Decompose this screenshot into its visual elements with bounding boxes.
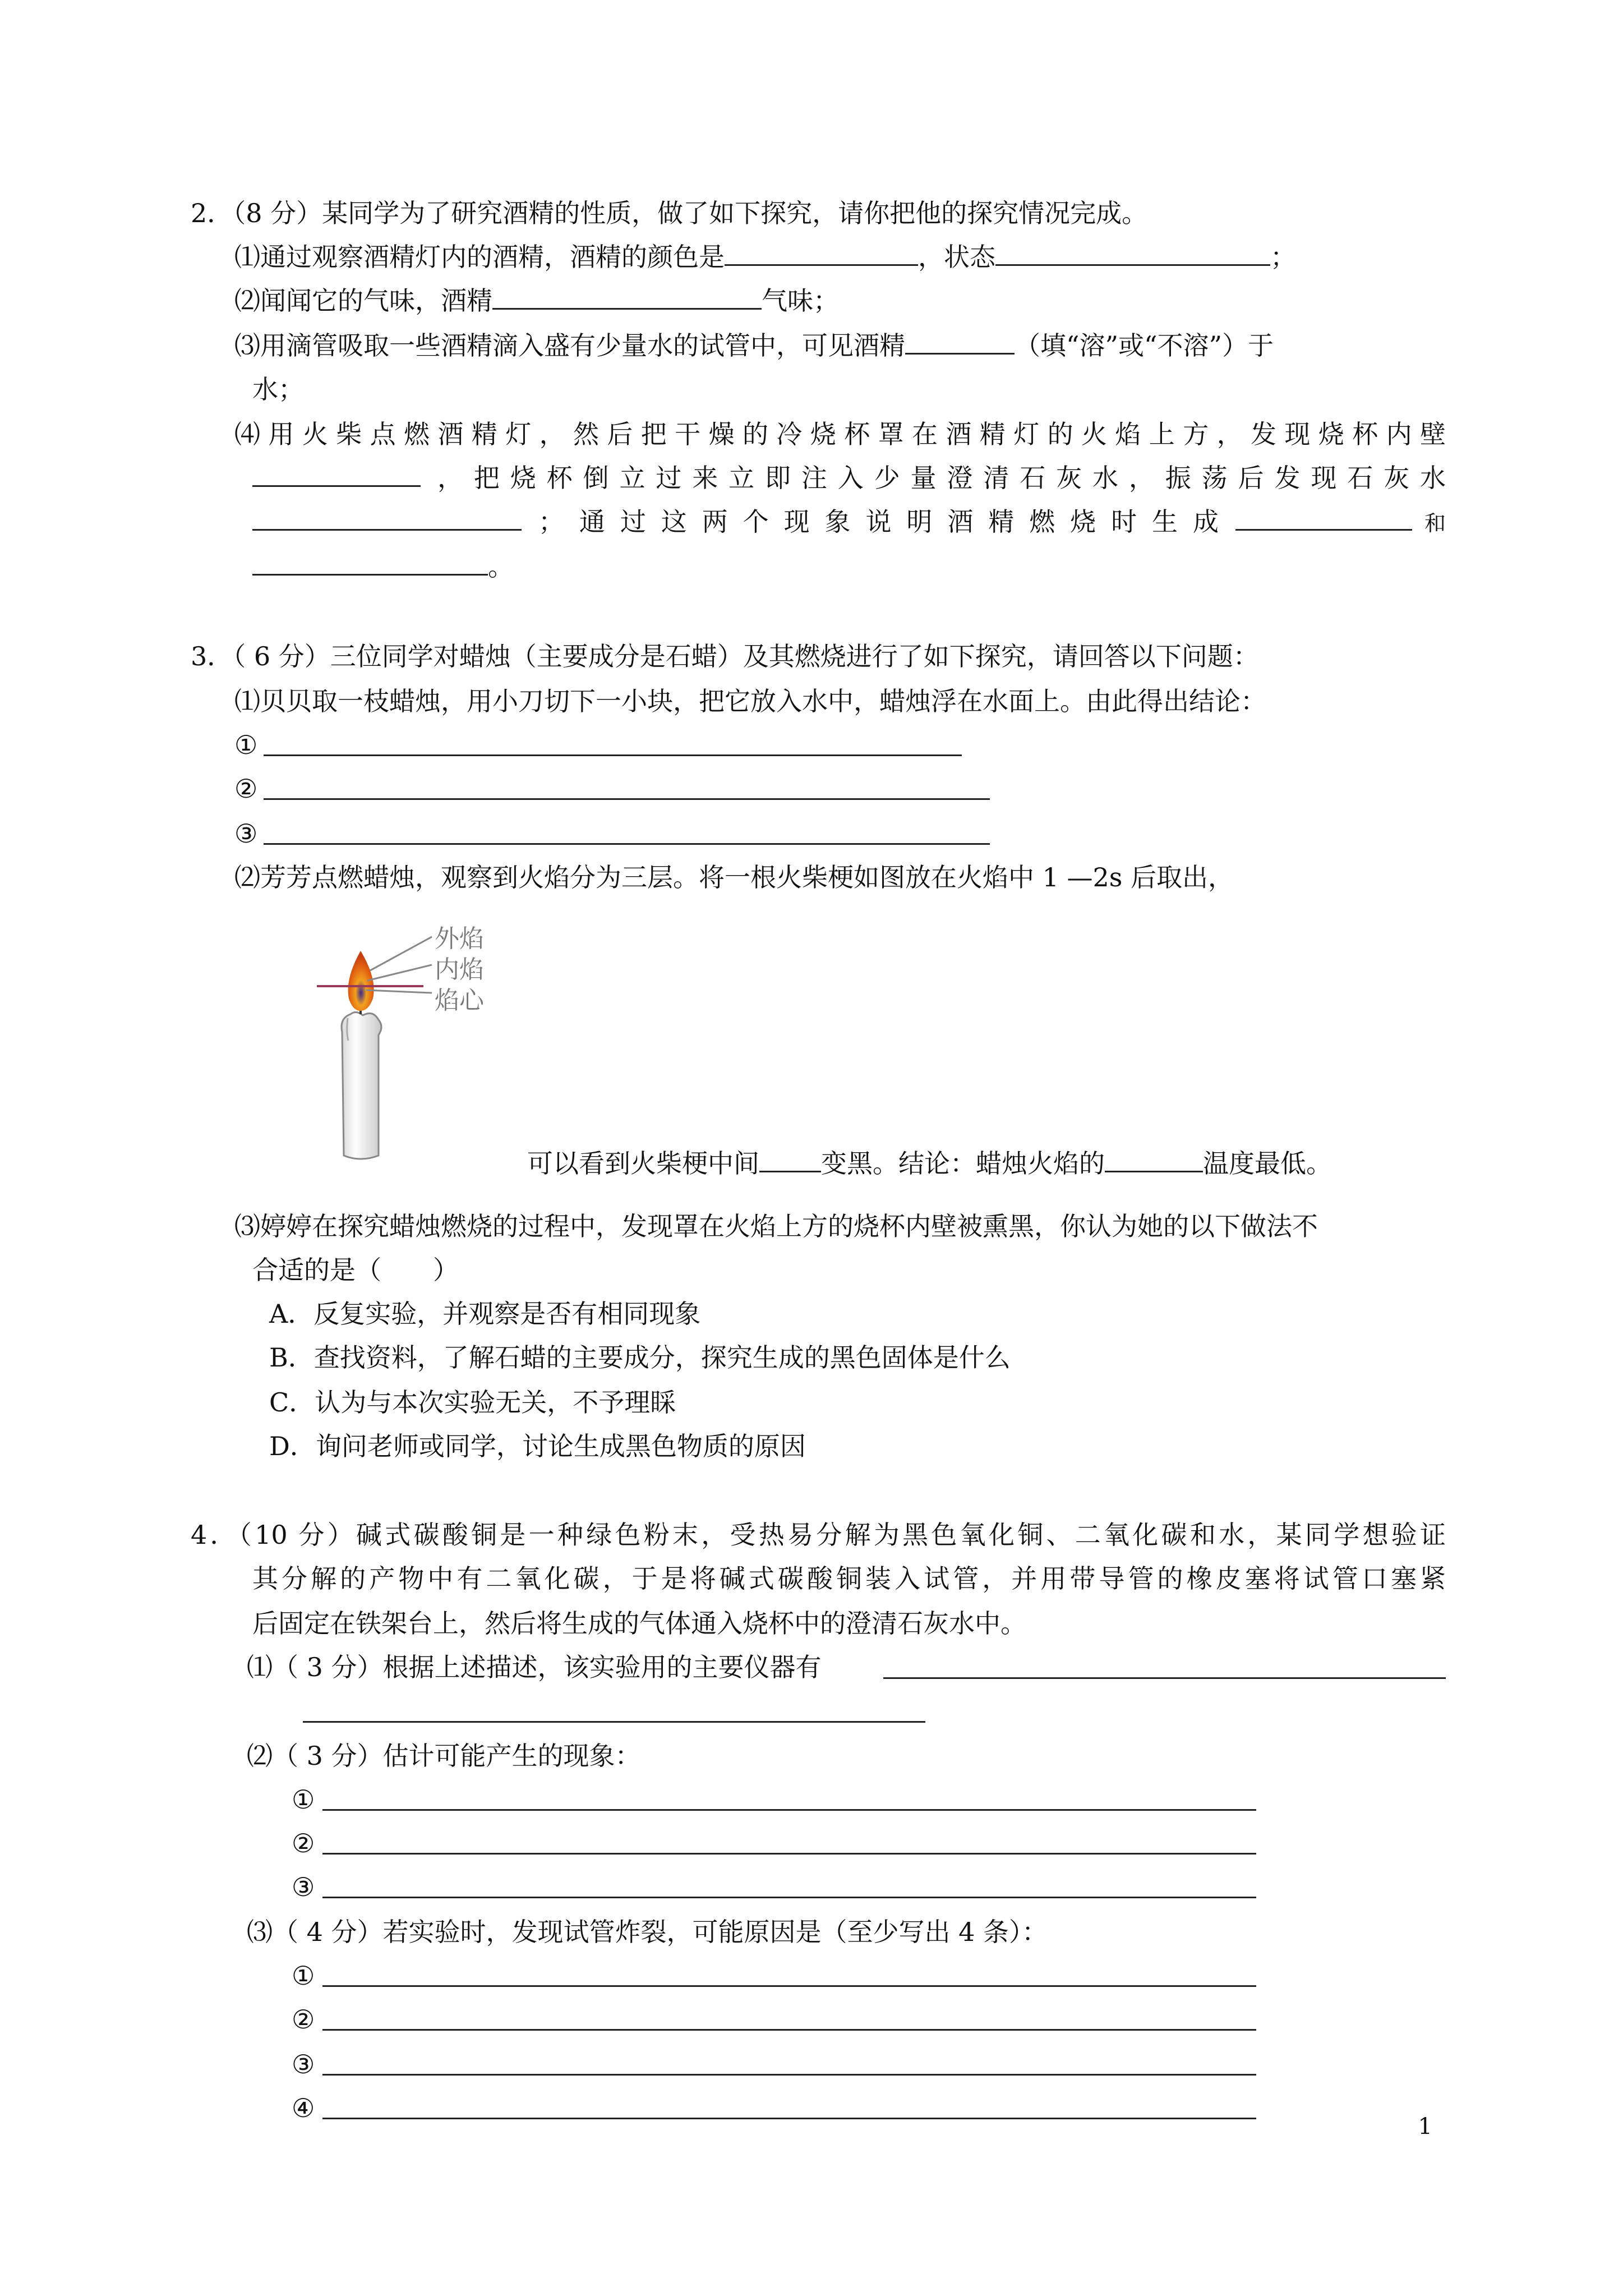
q4-part1: ⑴（ 3 分）根据上述描述，该实验用的主要仪器有 xyxy=(247,1652,822,1682)
q3-conclusion-1-label: ① xyxy=(234,730,258,760)
q2-part3-text-b: （填“溶”或“不溶”）于 xyxy=(1015,330,1274,361)
q2-limewater-blank[interactable] xyxy=(252,507,522,531)
q4-instruments-line-2[interactable] xyxy=(303,1721,925,1723)
q4-phenomenon-3-line[interactable] xyxy=(322,1897,1256,1898)
q4-phenomenon-3-label: ③ xyxy=(292,1872,315,1902)
q4-line2: 其分解的产物中有二氧化碳，于是将碱式碳酸铜装入试管，并用带导管的橡皮塞将试管口塞紧 xyxy=(252,1563,1446,1594)
q2-part1-text-b: ，状态 xyxy=(918,242,995,272)
q2-part2-text-b: 气味； xyxy=(762,286,839,316)
q4-reason-1-label: ① xyxy=(292,1961,315,1991)
q3-part2-observation xyxy=(527,1147,1332,1180)
q3-part3-line1: ⑶婷婷在探究蜡烛燃烧的过程中，发现罩在火焰上方的烧杯内壁被熏黑，你认为她的以下做法不 xyxy=(234,1211,1318,1241)
q3-conclusion-3-line[interactable] xyxy=(264,843,990,845)
q2-part4-line4 xyxy=(252,550,514,583)
q2-period: 。 xyxy=(488,551,514,582)
q4-reason-3-label: ③ xyxy=(292,2049,315,2079)
q2-part2 xyxy=(234,284,839,318)
label-flame-core: 焰心 xyxy=(435,986,484,1015)
q2-part4-line3 xyxy=(252,505,1446,540)
q4-reason-2-label: ② xyxy=(292,2004,315,2035)
q2-product1-blank[interactable] xyxy=(1235,507,1412,531)
q4-reason-3-line[interactable] xyxy=(322,2074,1256,2076)
q4-part2: ⑵（ 3 分）估计可能产生的现象： xyxy=(247,1741,641,1771)
q3-conclusion-2-line[interactable] xyxy=(264,798,990,800)
q4-phenomenon-1-label: ① xyxy=(292,1784,315,1815)
q3-flame-part-blank[interactable] xyxy=(1105,1148,1203,1172)
q4-reason-4-label: ④ xyxy=(292,2093,315,2123)
q3-obs-text-b: 变黑。结论：蜡烛火焰的 xyxy=(821,1148,1105,1179)
q3-heading: 3．（ 6 分）三位同学对蜡烛（主要成分是石蜡）及其燃烧进行了如下探究，请回答以下问题： xyxy=(191,641,1259,671)
q2-part2-text-a: ⑵闻闻它的气味，酒精 xyxy=(234,286,492,316)
q4-reason-4-line[interactable] xyxy=(322,2118,1256,2119)
q3-obs-text-c: 温度最低。 xyxy=(1203,1148,1332,1179)
q4-line1: 4．（10 分）碱式碳酸铜是一种绿色粉末，受热易分解为黑色氧化铜、二氧化碳和水，某同学想验证 xyxy=(191,1520,1446,1550)
label-inner-flame: 内焰 xyxy=(435,955,484,984)
q3-option-b: B．查找资料，了解石蜡的主要成分，探究生成的黑色固体是什么 xyxy=(269,1342,1011,1373)
q4-line3: 后固定在铁架台上，然后将生成的气体通入烧杯中的澄清石灰水中。 xyxy=(252,1608,1026,1639)
q2-part1-text-a: ⑴通过观察酒精灯内的酒精，酒精的颜色是 xyxy=(234,242,725,272)
q3-option-a: A．反复实验，并观察是否有相同现象 xyxy=(269,1299,701,1329)
q3-part1: ⑴贝贝取一枝蜡烛，用小刀切下一小块，把它放入水中，蜡烛浮在水面上。由此得出结论： xyxy=(234,686,1266,716)
candle-flame-diagram xyxy=(294,920,519,1167)
q3-match-blank[interactable] xyxy=(759,1148,821,1172)
q4-reason-1-line[interactable] xyxy=(322,1985,1256,1987)
q3-obs-text-a: 可以看到火柴梗中间 xyxy=(527,1148,759,1179)
q2-color-blank[interactable] xyxy=(725,242,918,266)
q2-and: 和 xyxy=(1424,511,1446,536)
q3-part2: ⑵芳芳点燃蜡烛，观察到火焰分为三层。将一根火柴梗如图放在火焰中 1 —2s 后取出， xyxy=(234,862,1234,892)
q2-part1-text-c: ； xyxy=(1270,242,1296,272)
q2-part4-line1: ⑷用火柴点燃酒精灯，然后把干燥的冷烧杯罩在酒精灯的火焰上方，发现烧杯内壁 xyxy=(234,419,1446,449)
label-outer-flame: 外焰 xyxy=(435,924,484,953)
q2-solubility-blank[interactable] xyxy=(905,330,1015,355)
q2-smell-blank[interactable] xyxy=(492,286,762,310)
q4-phenomenon-2-label: ② xyxy=(292,1828,315,1858)
q4-phenomenon-1-line[interactable] xyxy=(322,1809,1256,1811)
q3-conclusion-1-line[interactable] xyxy=(264,754,962,756)
q3-conclusion-2-label: ② xyxy=(234,774,258,804)
q4-reason-2-line[interactable] xyxy=(322,2029,1256,2031)
q2-part3 xyxy=(234,329,1274,362)
q4-part3: ⑶（ 4 分）若实验时，发现试管炸裂，可能原因是（至少写出 4 条）： xyxy=(247,1917,1048,1947)
q3-option-d: D．询问老师或同学，讨论生成黑色物质的原因 xyxy=(269,1431,806,1461)
q2-part3-cont: 水； xyxy=(252,374,304,404)
q2-part4-line2-text: ，把烧杯倒立过来立即注入少量澄清石灰水，振荡后发现石灰水 xyxy=(437,463,1446,493)
q3-conclusion-3-label: ③ xyxy=(234,818,258,849)
q3-part3-line2: 合适的是（ ） xyxy=(252,1255,459,1285)
q2-part1 xyxy=(234,240,1296,274)
candle-figure xyxy=(294,920,519,1167)
q2-part3-text-a: ⑶用滴管吸取一些酒精滴入盛有少量水的试管中，可见酒精 xyxy=(234,330,905,361)
q2-part4-line2 xyxy=(252,461,1446,495)
page-number: 1 xyxy=(1418,2114,1432,2139)
q4-instruments-line-1[interactable] xyxy=(883,1677,1446,1679)
q2-beaker-wall-blank[interactable] xyxy=(252,463,421,487)
q3-option-c: C．认为与本次实验无关，不予理睬 xyxy=(269,1387,676,1418)
q2-part4-line3-text: ；通过这两个现象说明酒精燃烧时生成 xyxy=(538,507,1219,537)
q2-state-blank[interactable] xyxy=(995,242,1270,266)
q2-product2-blank[interactable] xyxy=(252,551,488,576)
q4-phenomenon-2-line[interactable] xyxy=(322,1853,1256,1855)
q2-heading: 2．（8 分）某同学为了研究酒精的性质，做了如下探究，请你把他的探究情况完成。 xyxy=(191,198,1148,228)
